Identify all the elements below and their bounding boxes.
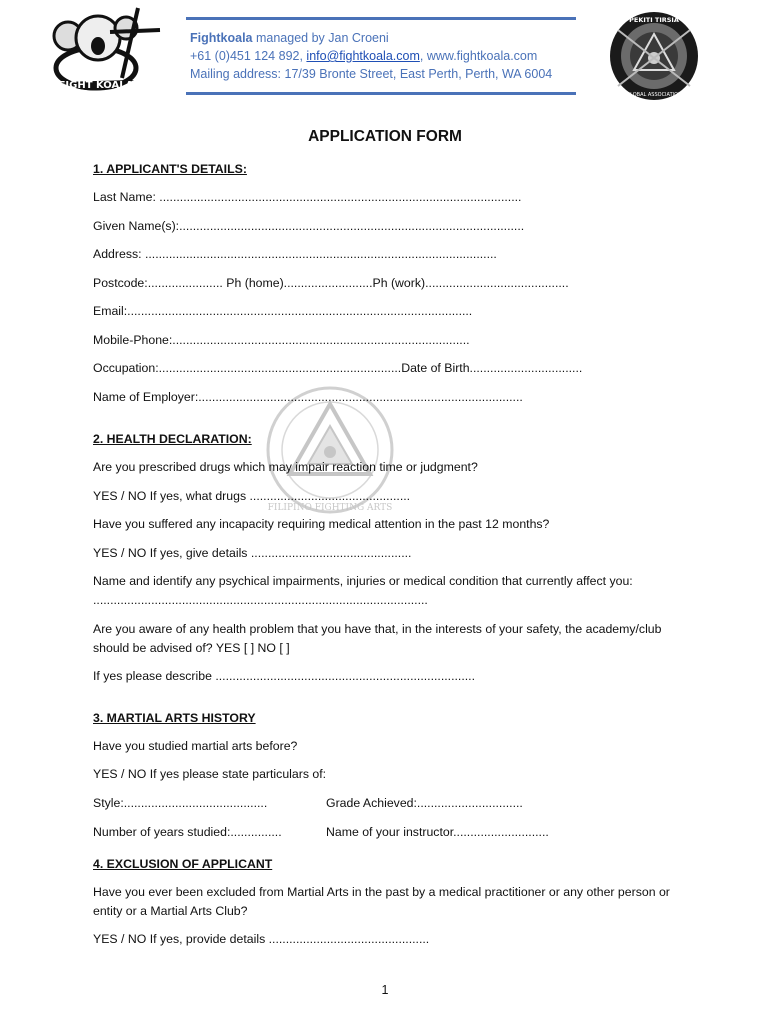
occupation-dob-field[interactable]: Occupation:.......................................................................Date of Birth................................. bbox=[93, 361, 583, 375]
section-4-heading: 4. EXCLUSION OF APPLICANT bbox=[93, 857, 273, 871]
employer-field[interactable]: Name of Employer:............................................................................................... bbox=[93, 390, 523, 404]
postcode-phone-field[interactable]: Postcode:...................... Ph (home)..........................Ph (work).......................................... bbox=[93, 276, 569, 290]
exclusion-question: Have you ever been excluded from Martial Arts in the past by a medical practitioner or any other person or entity or a Martial Arts Club? bbox=[93, 885, 670, 918]
pekiti-tirsia-logo-top-text: PEKITI TIRSIA bbox=[629, 16, 679, 24]
email-link[interactable]: info@fightkoala.com bbox=[306, 49, 420, 63]
exclusion-answer-field[interactable]: YES / NO If yes, provide details ............................................... bbox=[93, 932, 430, 946]
incapacity-answer-field[interactable]: YES / NO If yes, give details ............................................... bbox=[93, 546, 412, 560]
style-field[interactable]: Style:.......................................... bbox=[93, 796, 268, 810]
brand-name: Fightkoala bbox=[190, 31, 253, 45]
health-problem-question: Are you aware of any health problem that you have that, in the interests of your safety, the academy/club should be advised of? YES [ ] NO [ ] bbox=[93, 622, 662, 655]
mailing-address: Mailing address: 17/39 Bronte Street, East Perth, Perth, WA 6004 bbox=[190, 67, 553, 81]
email-field[interactable]: Email:..................................................................................................... bbox=[93, 304, 473, 318]
martial-arts-question: Have you studied martial arts before? bbox=[93, 739, 298, 753]
pekiti-tirsia-logo-bottom-text: GLOBAL ASSOCIATION bbox=[626, 92, 682, 98]
impairments-question: Name and identify any psychical impairments, injuries or medical condition that currently affect you: bbox=[93, 574, 633, 588]
drugs-answer-field[interactable]: YES / NO If yes, what drugs ............................................... bbox=[93, 489, 411, 503]
health-problem-describe-field[interactable]: If yes please describe ............................................................................ bbox=[93, 669, 476, 683]
incapacity-question: Have you suffered any incapacity requiring medical attention in the past 12 months? bbox=[93, 517, 550, 531]
drugs-question: Are you prescribed drugs which may impair reaction time or judgment? bbox=[93, 460, 478, 474]
mobile-phone-field[interactable]: Mobile-Phone:....................................................................................... bbox=[93, 333, 470, 347]
fight-koala-logo-text: FIGHT KOALA bbox=[58, 80, 134, 91]
watermark-text: FILIPINO FIGHTING ARTS bbox=[267, 503, 393, 513]
form-title: APPLICATION FORM bbox=[308, 128, 462, 145]
martial-arts-answer[interactable]: YES / NO If yes please state particulars of: bbox=[93, 767, 327, 781]
address-field[interactable]: Address: ....................................................................................................... bbox=[93, 247, 497, 261]
section-2-heading: 2. HEALTH DECLARATION: bbox=[93, 432, 252, 446]
impairments-answer-field[interactable]: .................................................................................................. bbox=[93, 593, 428, 607]
instructor-field[interactable]: Name of your instructor............................ bbox=[326, 825, 549, 839]
header-contact-block bbox=[186, 17, 576, 95]
grade-field[interactable]: Grade Achieved:............................... bbox=[326, 796, 523, 810]
phone-number: +61 (0)451 124 892, bbox=[190, 49, 307, 63]
section-3-heading: 3. MARTIAL ARTS HISTORY bbox=[93, 711, 256, 725]
fight-koala-logo bbox=[38, 6, 166, 98]
last-name-field[interactable]: Last Name: .......................................................................................................... bbox=[93, 190, 522, 204]
page-number: 1 bbox=[381, 983, 389, 997]
section-1-heading: 1. APPLICANT'S DETAILS: bbox=[93, 162, 247, 176]
given-names-field[interactable]: Given Name(s):..................................................................................................... bbox=[93, 219, 525, 233]
pekiti-tirsia-logo bbox=[608, 10, 700, 102]
website: , www.fightkoala.com bbox=[419, 49, 538, 63]
years-studied-field[interactable]: Number of years studied:............... bbox=[93, 825, 282, 839]
managed-by: managed by Jan Croeni bbox=[252, 31, 389, 45]
